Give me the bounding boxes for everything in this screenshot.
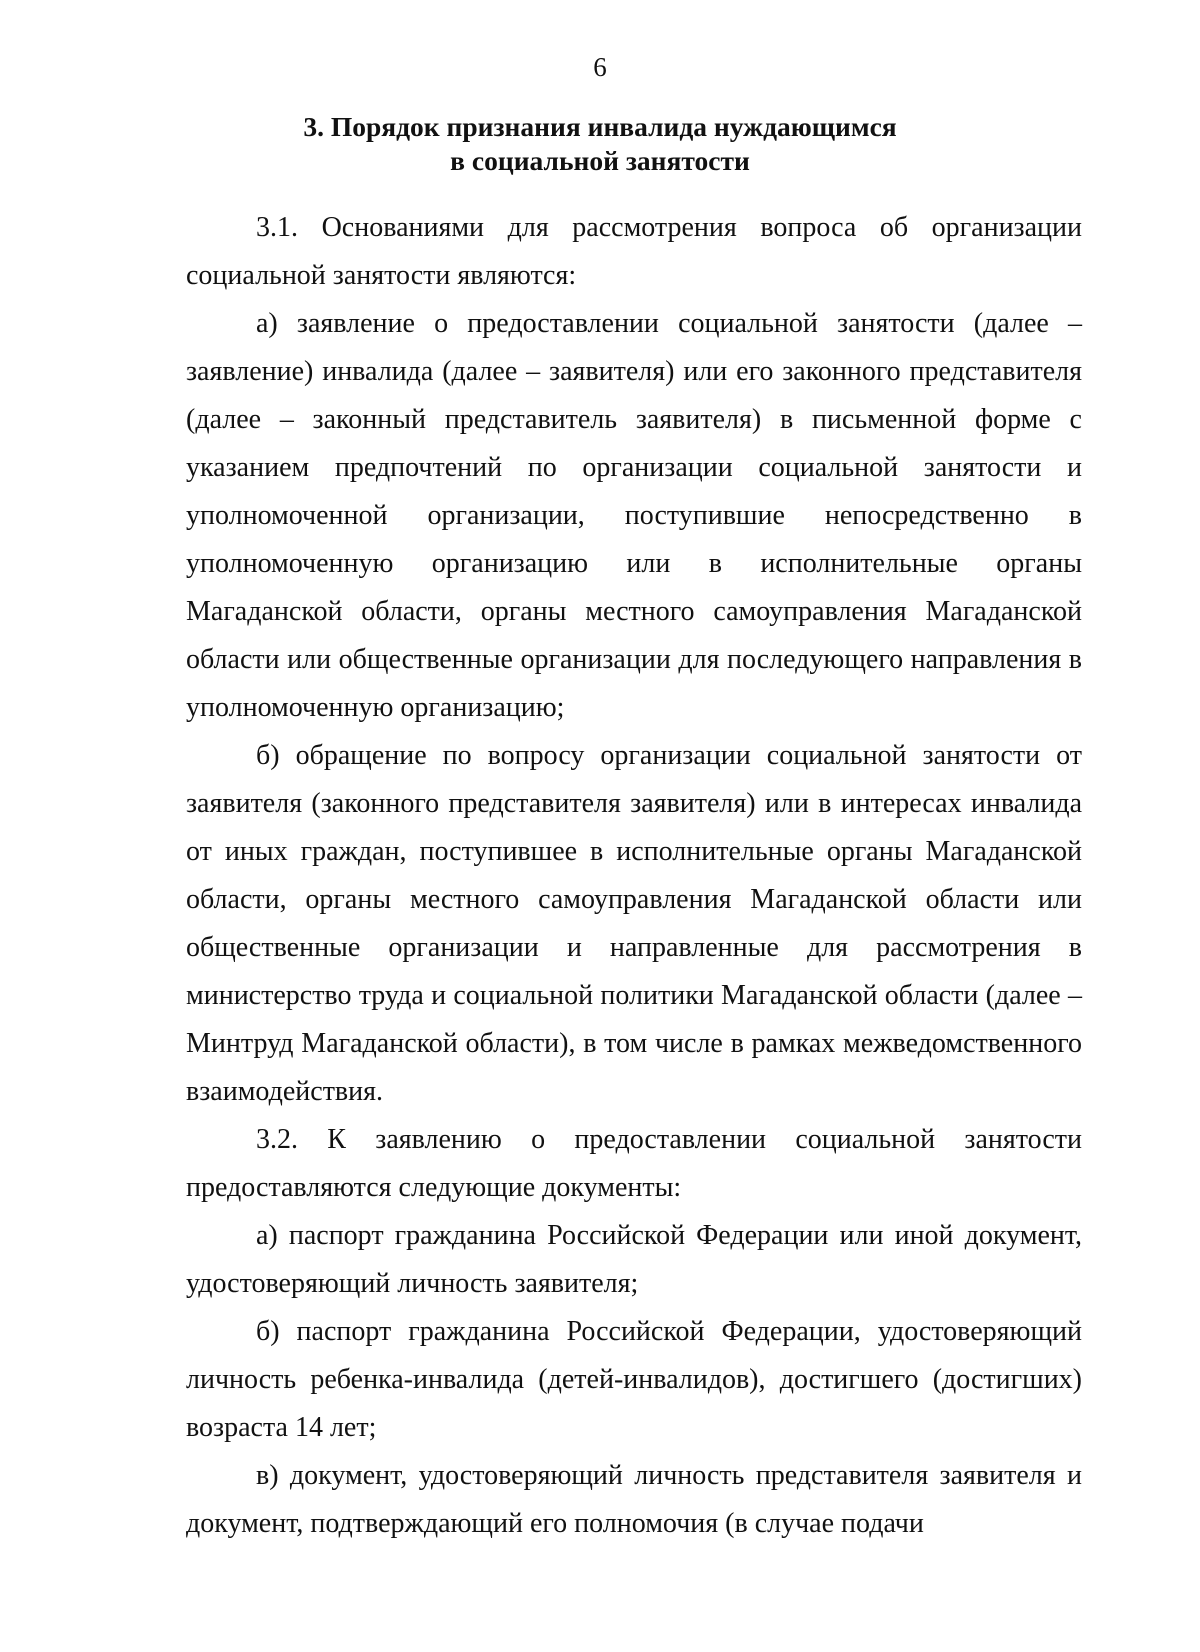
paragraph-3-1-a: а) заявление о предоставлении социальной занятости (далее – заявление) инвалида (далее – заявителя) или его законного представителя (далее – законный представитель заявителя) в письменной форме с указанием предпочтений по организации социальной занятости и уполномоченной организации, поступившие непосредственно в уполномоченную организацию или в исполнительные органы Магаданской области, органы местного самоуправления Магаданской области или общественные организации для последующего направления в уполномоченную организацию; xyxy=(186,308,1082,723)
section-heading xyxy=(160,110,1040,178)
paragraph-3-2-v: в) документ, удостоверяющий личность представителя заявителя и документ, подтверждающий его полномочия (в случае подачи xyxy=(186,1460,1082,1539)
section-heading-line-2: в социальной занятости xyxy=(450,145,750,176)
section-heading-line-1: 3. Порядок признания инвалида нуждающимся xyxy=(303,111,897,142)
paragraph-3-1: 3.1. Основаниями для рассмотрения вопроса об организации социальной занятости являются: xyxy=(186,212,1082,291)
paragraph-3-2-b: б) паспорт гражданина Российской Федерации, удостоверяющий личность ребенка-инвалида (детей-инвалидов), достигшего (достигших) возраста 14 лет; xyxy=(186,1316,1082,1443)
paragraph-3-2: 3.2. К заявлению о предоставлении социальной занятости предоставляются следующие документы: xyxy=(186,1124,1082,1203)
page-number: 6 xyxy=(593,52,607,82)
document-body xyxy=(186,204,1082,1548)
paragraph-3-1-b: б) обращение по вопросу организации социальной занятости от заявителя (законного представителя заявителя) или в интересах инвалида от иных граждан, поступившее в исполнительные органы Магаданской области, органы местного самоуправления Магаданской области или общественные организации и направленные для рассмотрения в министерство труда и социальной политики Магаданской области (далее – Минтруд Магаданской области), в том числе в рамках межведомственного взаимодействия. xyxy=(186,740,1082,1107)
paragraph-3-2-a: а) паспорт гражданина Российской Федерации или иной документ, удостоверяющий личность заявителя; xyxy=(186,1220,1082,1299)
